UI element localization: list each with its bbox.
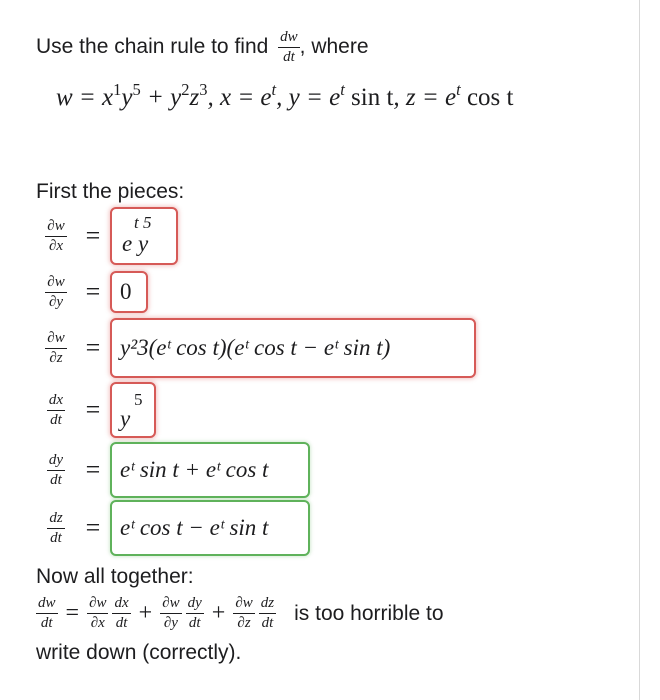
- partial-w-y: $\frac{\partial w}{\partial y}$: [47, 273, 65, 310]
- answer-box-wrong[interactable]: 0: [110, 271, 148, 313]
- total-derivative: $\frac{dw}{dt}$: [38, 595, 56, 631]
- sum-tail-text: is too horrible to: [294, 601, 444, 625]
- function-definition: $w = x^1y^5 + y^2z^3$, $x = e^t$, $y = e^t$ sin t, $z = e^t$ cos t: [56, 79, 514, 111]
- answer-box-wrong[interactable]: 5 y: [110, 382, 156, 438]
- piece-dw-dx: $\frac{\partial w}{\partial x}$ = t 5 e y: [36, 207, 178, 265]
- partial-w-z: $\frac{\partial w}{\partial z}$: [47, 329, 65, 366]
- piece-dy-dt: $\frac{dy}{dt}$ = eᵗ sin t + eᵗ cos t: [36, 442, 310, 498]
- piece-dw-dz: $\frac{\partial w}{\partial z}$ = y²3(eᵗ cos t)(eᵗ cos t − eᵗ sin t): [36, 318, 476, 378]
- intro-lead: Use the chain rule to find: [36, 35, 269, 59]
- derivative-y-t: $\frac{dy}{dt}$: [48, 451, 64, 488]
- together-title: Now all together:: [36, 565, 194, 588]
- chain-rule-sum: $\frac{dw}{dt}$ = $\frac{\partial w}{\partial x}$ $\frac{dx}{dt}$ + $\frac{\partial w}{\partial y}$ $\frac{dy}{dt}$ + $\frac{\partial w}{\partial z}$ $\frac{dz}{dt}$ is too horrible to: [38, 595, 444, 631]
- answer-box-wrong[interactable]: y²3(eᵗ cos t)(eᵗ cos t − eᵗ sin t): [110, 318, 476, 378]
- derivative-z-t: $\frac{dz}{dt}$: [49, 509, 63, 546]
- partial-w-x: $\frac{\partial w}{\partial x}$: [47, 217, 65, 254]
- derivative-x-t: $\frac{dx}{dt}$: [48, 391, 64, 428]
- answer-box-wrong[interactable]: t 5 e y: [110, 207, 178, 265]
- piece-dw-dy: $\frac{\partial w}{\partial y}$ = 0: [36, 270, 148, 314]
- closing-text: write down (correctly).: [36, 641, 242, 664]
- piece-dx-dt: $\frac{dx}{dt}$ = 5 y: [36, 382, 156, 438]
- intro-text: [36, 30, 369, 65]
- answer-box-correct[interactable]: eᵗ cos t − eᵗ sin t: [110, 500, 310, 556]
- target-derivative: $\frac{dw}{dt}$: [280, 29, 298, 65]
- answer-box-correct[interactable]: eᵗ sin t + eᵗ cos t: [110, 442, 310, 498]
- piece-dz-dt: $\frac{dz}{dt}$ = eᵗ cos t − eᵗ sin t: [36, 500, 310, 556]
- intro-after: , where: [299, 35, 369, 59]
- section-title: First the pieces:: [36, 180, 185, 203]
